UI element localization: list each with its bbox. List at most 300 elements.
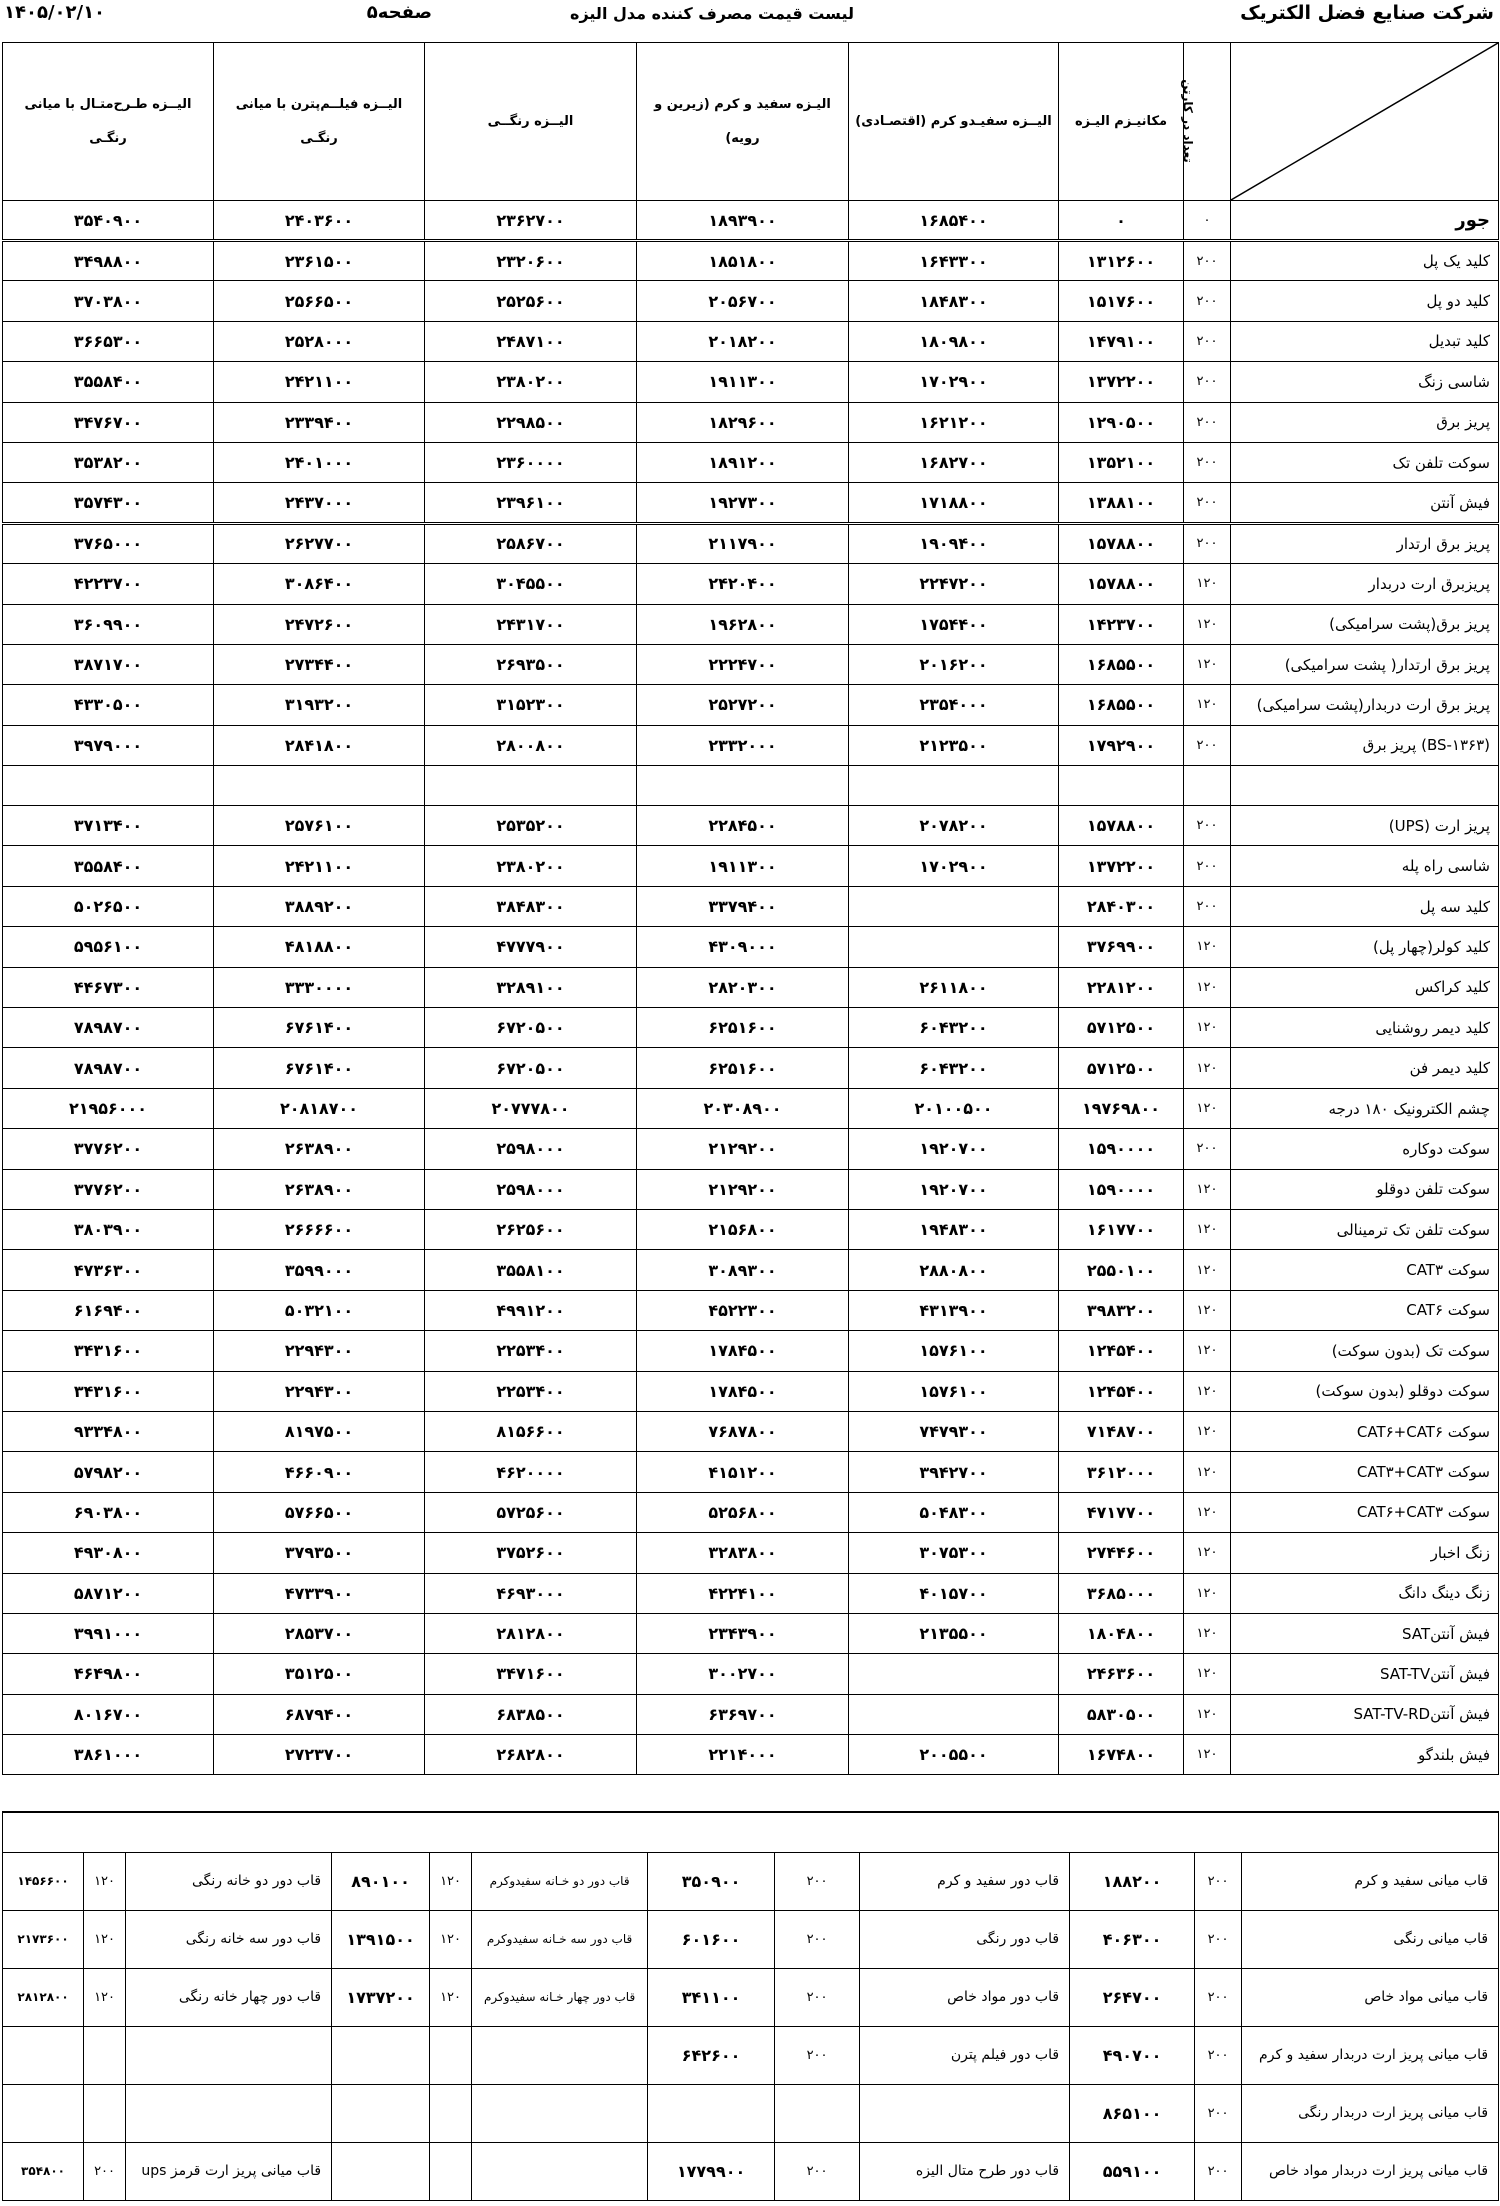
price-white: ۲۸۲۰۳۰۰ — [637, 967, 849, 1007]
carton-count: ۱۲۰ — [1184, 604, 1231, 644]
price-color: ۲۵۳۵۲۰۰ — [425, 806, 637, 846]
product-name: پریزبرق ارت دربدار — [1231, 564, 1499, 604]
table-row — [3, 281, 1499, 321]
frame-count: ۲۰۰ — [1195, 2142, 1242, 2200]
carton-count: ۲۰۰ — [1184, 846, 1231, 886]
frame-price — [332, 2142, 430, 2200]
price-mech: ۱۵۱۷۶۰۰ — [1059, 281, 1184, 321]
frame-name — [860, 2084, 1070, 2142]
price-color: ۲۵۸۶۷۰۰ — [425, 523, 637, 563]
carton-count: ۱۲۰ — [1184, 1735, 1231, 1775]
carton-count: ۲۰۰ — [1184, 483, 1231, 523]
diagonal-line-icon — [1231, 43, 1498, 200]
price-white: ۲۱۲۹۲۰۰ — [637, 1169, 849, 1209]
frame-name: قاب دور سفید و کرم — [860, 1852, 1070, 1910]
frame-row — [3, 2084, 1499, 2142]
carton-count: ۱۲۰ — [1184, 1088, 1231, 1128]
frame-count: ۱۲۰ — [430, 1910, 472, 1968]
price-color: ۲۲۵۳۴۰۰ — [425, 1371, 637, 1411]
price-film: ۲۶۳۸۹۰۰ — [214, 1129, 425, 1169]
price-econ: ۲۰۰۵۵۰۰ — [849, 1735, 1059, 1775]
frame-count — [430, 2142, 472, 2200]
col-header-economy: الیــزه سفیـدو کرم (اقتصـادی) — [849, 43, 1059, 201]
price-color: ۲۲۹۸۵۰۰ — [425, 402, 637, 442]
price-film: ۶۷۶۱۴۰۰ — [214, 1048, 425, 1088]
frame-count — [775, 2084, 860, 2142]
price-econ — [849, 1694, 1059, 1734]
product-name: فیش آنتن — [1231, 483, 1499, 523]
frame-price — [648, 2084, 775, 2142]
frame-price: ۲۱۷۳۶۰۰ — [3, 1910, 84, 1968]
price-econ: ۱۶۸۲۷۰۰ — [849, 442, 1059, 482]
table-row — [3, 967, 1499, 1007]
price-white: ۱۹۲۷۳۰۰ — [637, 483, 849, 523]
price-metal: ۴۶۴۹۸۰۰ — [3, 1654, 214, 1694]
price-white: ۱۸۹۱۲۰۰ — [637, 442, 849, 482]
table-row — [3, 483, 1499, 523]
price-econ: ۱۷۰۲۹۰۰ — [849, 846, 1059, 886]
frame-price: ۴۹۰۷۰۰ — [1070, 2026, 1195, 2084]
frame-price: ۱۴۵۶۶۰۰ — [3, 1852, 84, 1910]
price-econ: ۲۲۴۷۲۰۰ — [849, 564, 1059, 604]
table-row — [3, 644, 1499, 684]
price-white — [637, 766, 849, 806]
price-color: ۳۴۷۱۶۰۰ — [425, 1654, 637, 1694]
carton-count: ۲۰۰ — [1184, 806, 1231, 846]
price-mech: ۳۷۶۹۹۰۰ — [1059, 927, 1184, 967]
price-metal: ۳۴۳۱۶۰۰ — [3, 1371, 214, 1411]
price-econ: ۲۳۵۴۰۰۰ — [849, 685, 1059, 725]
frames-spacer-row — [3, 1812, 1499, 1852]
price-film: ۲۵۷۶۱۰۰ — [214, 806, 425, 846]
price-white: ۲۰۵۶۷۰۰ — [637, 281, 849, 321]
carton-count: ۱۲۰ — [1184, 1209, 1231, 1249]
price-metal: ۳۶۶۵۳۰۰ — [3, 321, 214, 361]
price-film: ۶۷۶۱۴۰۰ — [214, 1008, 425, 1048]
frame-count: ۱۲۰ — [430, 1968, 472, 2026]
price-metal: ۳۴۳۱۶۰۰ — [3, 1331, 214, 1371]
frame-count: ۲۰۰ — [1195, 2084, 1242, 2142]
price-mech: ۰ — [1059, 201, 1184, 241]
price-color: ۲۳۸۰۲۰۰ — [425, 362, 637, 402]
price-film: ۲۰۸۱۸۷۰۰ — [214, 1088, 425, 1128]
price-color: ۲۵۹۸۰۰۰ — [425, 1169, 637, 1209]
price-metal: ۳۷۰۳۸۰۰ — [3, 281, 214, 321]
table-row — [3, 321, 1499, 361]
price-econ — [849, 766, 1059, 806]
col-header-film-pattern: الیــزه فیلــم‌پترن با میانی رنگـی — [214, 43, 425, 201]
price-econ: ۴۰۱۵۷۰۰ — [849, 1573, 1059, 1613]
price-metal: ۴۲۲۳۷۰۰ — [3, 564, 214, 604]
price-metal: ۵۰۲۶۵۰۰ — [3, 886, 214, 926]
price-white: ۶۳۶۹۷۰۰ — [637, 1694, 849, 1734]
price-econ: ۱۶۲۱۲۰۰ — [849, 402, 1059, 442]
price-color: ۲۳۲۰۶۰۰ — [425, 241, 637, 281]
price-mech: ۱۳۱۲۶۰۰ — [1059, 241, 1184, 281]
price-metal: ۷۸۹۸۷۰۰ — [3, 1008, 214, 1048]
carton-count: ۱۲۰ — [1184, 1169, 1231, 1209]
price-film: ۲۴۷۲۶۰۰ — [214, 604, 425, 644]
price-mech: ۷۱۴۸۷۰۰ — [1059, 1411, 1184, 1451]
price-metal: ۵۸۷۱۲۰۰ — [3, 1573, 214, 1613]
frame-row — [3, 2142, 1499, 2200]
price-color: ۳۷۵۲۶۰۰ — [425, 1533, 637, 1573]
price-white: ۶۲۵۱۶۰۰ — [637, 1008, 849, 1048]
price-metal: ۹۳۳۴۸۰۰ — [3, 1411, 214, 1451]
table-row — [3, 442, 1499, 482]
table-row — [3, 1613, 1499, 1653]
price-white: ۷۶۸۷۸۰۰ — [637, 1411, 849, 1451]
price-metal: ۳۴۷۶۷۰۰ — [3, 402, 214, 442]
price-metal — [3, 766, 214, 806]
carton-count: ۱۲۰ — [1184, 1008, 1231, 1048]
price-color: ۴۹۹۱۲۰۰ — [425, 1290, 637, 1330]
price-econ: ۲۱۲۳۵۰۰ — [849, 725, 1059, 765]
product-name: سوکت CAT۶ — [1231, 1290, 1499, 1330]
product-name: سوکت تلفن تک — [1231, 442, 1499, 482]
price-metal: ۳۸۷۱۷۰۰ — [3, 644, 214, 684]
price-color: ۳۱۵۲۳۰۰ — [425, 685, 637, 725]
price-color: ۴۶۲۰۰۰۰ — [425, 1452, 637, 1492]
price-metal: ۳۵۷۴۳۰۰ — [3, 483, 214, 523]
carton-count: ۱۲۰ — [1184, 1452, 1231, 1492]
price-mech: ۳۶۱۲۰۰۰ — [1059, 1452, 1184, 1492]
product-name: پریز برق ارت دربدار(پشت سرامیکی) — [1231, 685, 1499, 725]
price-metal: ۳۸۰۳۹۰۰ — [3, 1209, 214, 1249]
frame-count: ۱۲۰ — [84, 1852, 126, 1910]
product-name: کلید کولر(چهار پل) — [1231, 927, 1499, 967]
product-name: (BS-۱۳۶۳) پریز برق — [1231, 725, 1499, 765]
frames-table — [2, 1811, 1499, 2201]
product-name: کلید دیمر فن — [1231, 1048, 1499, 1088]
frame-price — [3, 2026, 84, 2084]
price-econ: ۱۷۵۴۴۰۰ — [849, 604, 1059, 644]
price-color: ۳۲۸۹۱۰۰ — [425, 967, 637, 1007]
table-row — [3, 1654, 1499, 1694]
price-mech: ۲۷۴۴۶۰۰ — [1059, 1533, 1184, 1573]
product-name: سوکت دوکاره — [1231, 1129, 1499, 1169]
carton-count: ۱۲۰ — [1184, 967, 1231, 1007]
price-film: ۲۴۲۱۱۰۰ — [214, 846, 425, 886]
col-header-metal-design: الیــزه طـرح‌متـال با میانی رنگـی — [3, 43, 214, 201]
carton-count: ۱۲۰ — [1184, 1694, 1231, 1734]
price-film: ۴۸۱۸۸۰۰ — [214, 927, 425, 967]
price-econ: ۱۷۰۲۹۰۰ — [849, 362, 1059, 402]
price-film: ۶۸۷۹۴۰۰ — [214, 1694, 425, 1734]
frame-price: ۶۰۱۶۰۰ — [648, 1910, 775, 1968]
price-white: ۲۲۸۴۵۰۰ — [637, 806, 849, 846]
price-white: ۲۳۳۲۰۰۰ — [637, 725, 849, 765]
price-film: ۴۶۶۰۹۰۰ — [214, 1452, 425, 1492]
product-name: سوکت تلفن تک ترمینالی — [1231, 1209, 1499, 1249]
frame-name: قاب میانی پریز ارت دربدار رنگی — [1242, 2084, 1499, 2142]
price-metal: ۴۹۳۰۸۰۰ — [3, 1533, 214, 1573]
carton-count: ۱۲۰ — [1184, 1573, 1231, 1613]
product-name: سوکت CAT۳+CAT۳ — [1231, 1452, 1499, 1492]
price-mech: ۱۵۹۰۰۰۰ — [1059, 1129, 1184, 1169]
price-mech: ۱۴۷۹۱۰۰ — [1059, 321, 1184, 361]
table-row — [3, 685, 1499, 725]
table-row — [3, 1169, 1499, 1209]
frame-price: ۳۴۱۱۰۰ — [648, 1968, 775, 2026]
product-name: پریز برق — [1231, 402, 1499, 442]
price-white: ۲۵۲۷۲۰۰ — [637, 685, 849, 725]
frame-count — [430, 2084, 472, 2142]
product-name: فیش آنتنSAT-TV-RD — [1231, 1694, 1499, 1734]
carton-count: ۲۰۰ — [1184, 523, 1231, 563]
frame-price: ۱۷۷۹۹۰۰ — [648, 2142, 775, 2200]
price-mech: ۱۲۹۰۵۰۰ — [1059, 402, 1184, 442]
table-row — [3, 1371, 1499, 1411]
price-color: ۲۳۹۶۱۰۰ — [425, 483, 637, 523]
table-row — [3, 1008, 1499, 1048]
product-name: کلید دو پل — [1231, 281, 1499, 321]
price-film: ۵۰۳۲۱۰۰ — [214, 1290, 425, 1330]
price-white: ۲۱۵۶۸۰۰ — [637, 1209, 849, 1249]
table-row — [3, 1290, 1499, 1330]
price-film: ۲۴۳۷۰۰۰ — [214, 483, 425, 523]
price-color: ۲۸۰۰۸۰۰ — [425, 725, 637, 765]
price-color: ۲۵۹۸۰۰۰ — [425, 1129, 637, 1169]
price-film: ۲۳۶۱۵۰۰ — [214, 241, 425, 281]
price-econ: ۲۸۸۰۸۰۰ — [849, 1250, 1059, 1290]
price-mech: ۱۶۸۵۵۰۰ — [1059, 644, 1184, 684]
price-mech: ۱۹۷۶۹۸۰۰ — [1059, 1088, 1184, 1128]
product-name: شاسی زنگ — [1231, 362, 1499, 402]
table-header-row — [3, 43, 1499, 201]
price-mech: ۱۲۴۵۴۰۰ — [1059, 1331, 1184, 1371]
price-color: ۶۷۲۰۵۰۰ — [425, 1048, 637, 1088]
carton-count: ۱۲۰ — [1184, 1613, 1231, 1653]
carton-count — [1184, 766, 1231, 806]
product-name: زنگ دینگ دانگ — [1231, 1573, 1499, 1613]
col-header-mechanism: مکانیـزم الیـزه — [1059, 43, 1184, 201]
price-color: ۲۶۲۵۶۰۰ — [425, 1209, 637, 1249]
table-row — [3, 1492, 1499, 1532]
carton-count: ۲۰۰ — [1184, 442, 1231, 482]
price-white: ۳۲۸۳۸۰۰ — [637, 1533, 849, 1573]
price-metal: ۳۵۳۸۲۰۰ — [3, 442, 214, 482]
price-film: ۸۱۹۷۵۰۰ — [214, 1411, 425, 1451]
table-row — [3, 927, 1499, 967]
price-color: ۲۴۸۷۱۰۰ — [425, 321, 637, 361]
price-white: ۳۳۷۹۴۰۰ — [637, 886, 849, 926]
frame-name: قاب دور چهار خانه رنگی — [126, 1968, 332, 2026]
frame-name — [126, 2026, 332, 2084]
frame-name: قاب میانی مواد خاص — [1242, 1968, 1499, 2026]
price-mech: ۱۲۴۵۴۰۰ — [1059, 1371, 1184, 1411]
price-econ: ۲۰۱۰۰۵۰۰ — [849, 1088, 1059, 1128]
price-mech: ۵۸۳۰۵۰۰ — [1059, 1694, 1184, 1734]
price-film: ۲۵۶۶۵۰۰ — [214, 281, 425, 321]
frame-price: ۳۵۰۹۰۰ — [648, 1852, 775, 1910]
table-row — [3, 1735, 1499, 1775]
carton-count: ۱۲۰ — [1184, 1411, 1231, 1451]
price-white: ۳۰۸۹۳۰۰ — [637, 1250, 849, 1290]
frame-name: قاب دور سه خانه رنگی — [126, 1910, 332, 1968]
product-name: فیش آنتنSAT-TV — [1231, 1654, 1499, 1694]
product-name: چشم الکترونیک ۱۸۰ درجه — [1231, 1088, 1499, 1128]
carton-count: ۱۲۰ — [1184, 1331, 1231, 1371]
price-white: ۱۹۱۱۳۰۰ — [637, 362, 849, 402]
price-film: ۳۳۳۰۰۰۰ — [214, 967, 425, 1007]
product-name: شاسی راه پله — [1231, 846, 1499, 886]
price-white: ۴۱۵۱۲۰۰ — [637, 1452, 849, 1492]
frame-name: قاب دور طرح متال الیزه — [860, 2142, 1070, 2200]
product-name: سوکت CAT۶+CAT۳ — [1231, 1492, 1499, 1532]
product-name: پریز برق(پشت سرامیکی) — [1231, 604, 1499, 644]
table-row — [3, 846, 1499, 886]
price-white: ۴۲۲۴۱۰۰ — [637, 1573, 849, 1613]
carton-count: ۲۰۰ — [1184, 1129, 1231, 1169]
company-name: شرکت صنایع فضل الکتریک — [1240, 2, 1494, 24]
price-metal: ۳۵۵۸۴۰۰ — [3, 362, 214, 402]
price-color: ۳۸۴۸۳۰۰ — [425, 886, 637, 926]
price-color: ۵۷۲۵۶۰۰ — [425, 1492, 637, 1532]
product-name: سوکت CAT۶+CAT۶ — [1231, 1411, 1499, 1451]
price-metal: ۴۳۳۰۵۰۰ — [3, 685, 214, 725]
price-mech: ۱۳۸۸۱۰۰ — [1059, 483, 1184, 523]
price-metal: ۳۵۴۰۹۰۰ — [3, 201, 214, 241]
carton-count: ۱۲۰ — [1184, 1250, 1231, 1290]
price-white: ۲۰۳۰۸۹۰۰ — [637, 1088, 849, 1128]
frame-name: قاب میانی پریز ارت دربدار مواد خاص — [1242, 2142, 1499, 2200]
page-header — [0, 0, 1500, 38]
frame-price: ۵۵۹۱۰۰ — [1070, 2142, 1195, 2200]
price-mech: ۱۶۷۴۸۰۰ — [1059, 1735, 1184, 1775]
price-white: ۲۳۴۳۹۰۰ — [637, 1613, 849, 1653]
frame-name — [472, 2084, 648, 2142]
price-color: ۲۸۱۲۸۰۰ — [425, 1613, 637, 1653]
price-econ: ۱۶۴۳۳۰۰ — [849, 241, 1059, 281]
price-color: ۸۱۵۶۶۰۰ — [425, 1411, 637, 1451]
frame-price: ۱۳۹۱۵۰۰ — [332, 1910, 430, 1968]
frame-count: ۲۰۰ — [775, 2026, 860, 2084]
carton-count: ۲۰۰ — [1184, 725, 1231, 765]
price-white: ۳۰۰۲۷۰۰ — [637, 1654, 849, 1694]
price-metal: ۳۷۶۵۰۰۰ — [3, 523, 214, 563]
price-econ: ۵۰۴۸۳۰۰ — [849, 1492, 1059, 1532]
table-row — [3, 523, 1499, 563]
frame-count: ۲۰۰ — [775, 1852, 860, 1910]
carton-count: ۲۰۰ — [1184, 362, 1231, 402]
price-econ — [849, 1654, 1059, 1694]
table-row — [3, 1573, 1499, 1613]
price-mech: ۱۵۹۰۰۰۰ — [1059, 1169, 1184, 1209]
price-econ — [849, 927, 1059, 967]
price-mech: ۵۷۱۲۵۰۰ — [1059, 1048, 1184, 1088]
price-film: ۲۳۳۹۴۰۰ — [214, 402, 425, 442]
price-color: ۲۴۳۱۷۰۰ — [425, 604, 637, 644]
frame-price: ۶۴۲۶۰۰ — [648, 2026, 775, 2084]
price-film: ۲۷۳۴۴۰۰ — [214, 644, 425, 684]
frame-count: ۲۰۰ — [1195, 1968, 1242, 2026]
price-metal: ۴۷۳۶۳۰۰ — [3, 1250, 214, 1290]
price-white: ۴۵۲۲۳۰۰ — [637, 1290, 849, 1330]
price-film: ۲۴۲۱۱۰۰ — [214, 362, 425, 402]
product-name: پریز ارت (UPS) — [1231, 806, 1499, 846]
frame-name — [472, 2142, 648, 2200]
product-name: کلید سه پل — [1231, 886, 1499, 926]
product-name: پریز برق ارتدار( پشت سرامیکی) — [1231, 644, 1499, 684]
page-number: صفحه۵ — [366, 2, 432, 23]
price-white: ۱۸۵۱۸۰۰ — [637, 241, 849, 281]
price-mech: ۵۷۱۲۵۰۰ — [1059, 1008, 1184, 1048]
price-mech: ۱۵۷۸۸۰۰ — [1059, 523, 1184, 563]
price-econ: ۶۰۴۳۲۰۰ — [849, 1048, 1059, 1088]
price-metal: ۳۷۷۶۲۰۰ — [3, 1169, 214, 1209]
product-name: زنگ اخبار — [1231, 1533, 1499, 1573]
price-color: ۶۷۲۰۵۰۰ — [425, 1008, 637, 1048]
price-mech: ۱۶۱۷۷۰۰ — [1059, 1209, 1184, 1249]
frame-name — [472, 2026, 648, 2084]
price-white: ۲۲۱۴۰۰۰ — [637, 1735, 849, 1775]
price-metal: ۳۷۷۶۲۰۰ — [3, 1129, 214, 1169]
frame-count: ۲۰۰ — [775, 1968, 860, 2026]
product-name: پریز برق ارتدار — [1231, 523, 1499, 563]
price-metal: ۴۴۶۷۳۰۰ — [3, 967, 214, 1007]
price-metal: ۳۹۹۱۰۰۰ — [3, 1613, 214, 1653]
price-film: ۲۶۶۶۶۰۰ — [214, 1209, 425, 1249]
frame-count — [84, 2026, 126, 2084]
price-white: ۵۲۵۶۸۰۰ — [637, 1492, 849, 1532]
price-film: ۲۲۹۴۳۰۰ — [214, 1371, 425, 1411]
product-name — [1231, 766, 1499, 806]
price-film: ۲۸۵۳۷۰۰ — [214, 1613, 425, 1653]
product-name: فیش آنتنSAT — [1231, 1613, 1499, 1653]
price-film: ۲۵۲۸۰۰۰ — [214, 321, 425, 361]
table-row — [3, 1331, 1499, 1371]
frame-price: ۱۷۳۷۲۰۰ — [332, 1968, 430, 2026]
frame-name: قاب میانی رنگی — [1242, 1910, 1499, 1968]
price-econ: ۲۰۷۸۲۰۰ — [849, 806, 1059, 846]
price-econ: ۱۶۸۵۴۰۰ — [849, 201, 1059, 241]
product-name: جور — [1231, 201, 1499, 241]
frame-name — [126, 2084, 332, 2142]
frame-count — [84, 2084, 126, 2142]
table-row — [3, 604, 1499, 644]
price-white: ۲۲۲۴۷۰۰ — [637, 644, 849, 684]
frame-name: قاب دور رنگی — [860, 1910, 1070, 1968]
price-film: ۳۵۹۹۰۰۰ — [214, 1250, 425, 1290]
carton-count: ۲۰۰ — [1184, 241, 1231, 281]
price-white: ۶۲۵۱۶۰۰ — [637, 1048, 849, 1088]
frame-count: ۲۰۰ — [84, 2142, 126, 2200]
price-econ: ۲۶۱۱۸۰۰ — [849, 967, 1059, 1007]
price-metal: ۷۸۹۸۷۰۰ — [3, 1048, 214, 1088]
price-white: ۱۸۲۹۶۰۰ — [637, 402, 849, 442]
table-row — [3, 201, 1499, 241]
frame-price: ۲۸۱۲۸۰۰ — [3, 1968, 84, 2026]
table-row — [3, 1048, 1499, 1088]
carton-count: ۱۲۰ — [1184, 1533, 1231, 1573]
price-metal: ۳۸۶۱۰۰۰ — [3, 1735, 214, 1775]
carton-count: ۱۲۰ — [1184, 1048, 1231, 1088]
price-white: ۱۷۸۴۵۰۰ — [637, 1371, 849, 1411]
col-header-color: الیــزه رنگــی — [425, 43, 637, 201]
price-mech: ۱۳۷۲۲۰۰ — [1059, 362, 1184, 402]
carton-count: ۱۲۰ — [1184, 1492, 1231, 1532]
table-row — [3, 564, 1499, 604]
list-date: ۱۴۰۵/۰۲/۱۰ — [4, 2, 106, 23]
table-row — [3, 1452, 1499, 1492]
product-name: کلید دیمر روشنایی — [1231, 1008, 1499, 1048]
price-white: ۲۰۱۸۲۰۰ — [637, 321, 849, 361]
price-econ: ۴۳۱۳۹۰۰ — [849, 1290, 1059, 1330]
price-metal: ۸۰۱۶۷۰۰ — [3, 1694, 214, 1734]
table-row — [3, 1088, 1499, 1128]
header-diagonal-cell — [1231, 43, 1499, 201]
